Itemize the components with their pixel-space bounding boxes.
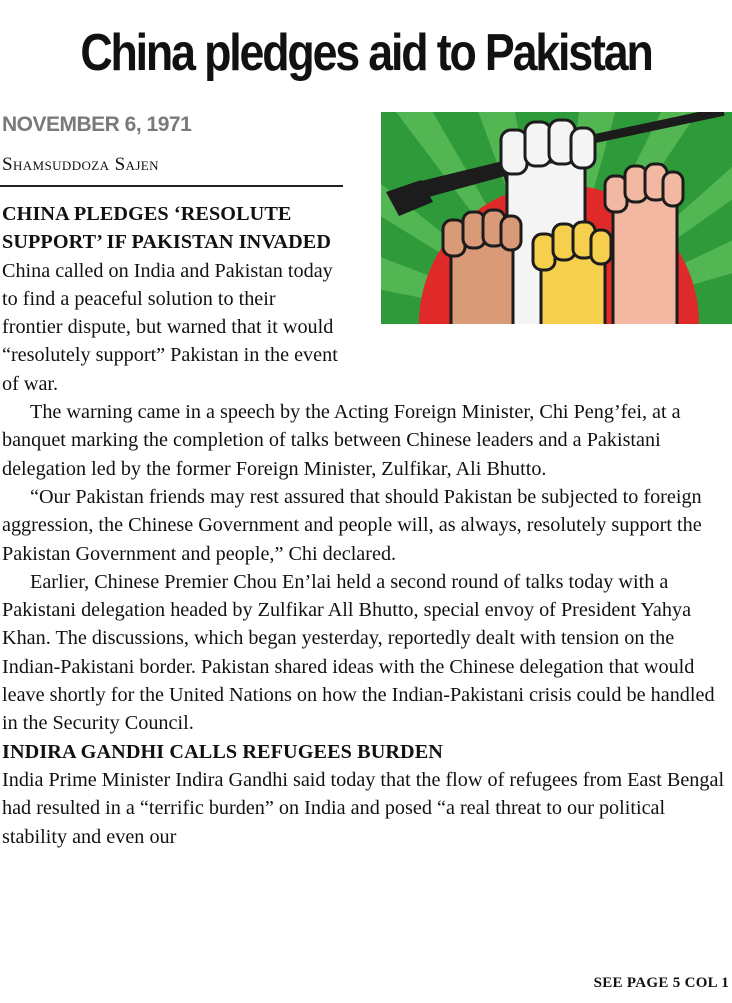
article-body — [2, 200, 730, 851]
section-heading-india: INDIRA GANDHI CALLS REFUGEES BURDEN — [2, 740, 443, 763]
byline-divider — [0, 185, 343, 187]
paragraph-2: The warning came in a speech by the Acting Foreign Minister, Chi Peng’fei, at a banquet marking the completion of talks between Chinese leaders and a Pakistani delegation led by the former Foreign Minister, Zulfikar, Ali Bhutto. — [2, 401, 681, 480]
paragraph-1: China called on India and Pakistan today to find a peaceful solution to their frontier dispute, but warned that it would “resolutely support” Pakistan in the event of war. — [2, 259, 338, 395]
paragraph-3: “Our Pakistan friends may rest assured that should Pakistan be subjected to foreign aggression, the Chinese Government and people will, as always, resolutely support the Pakistan Government and people,” Chi declared. — [2, 485, 702, 565]
paragraph-5: India Prime Minister Indira Gandhi said today that the flow of refugees from East Bengal had resulted in a “terrific burden” on India and posed “a real threat to our political stability and even our — [2, 768, 725, 848]
headline: China pledges aid to Pakistan — [80, 24, 652, 82]
paragraph-4: Earlier, Chinese Premier Chou En’lai held a second round of talks today with a Pakistani delegation headed by Zulfikar All Bhutto, special envoy of President Yahya Khan. The discussions, which began yesterday, reportedly dealt with tension on the Indian-Pakistani border. Pakistan shared ideas with the Chinese delegation that would leave shortly for the United Nations on how the Indian-Pakistani crisis could be handled in the Security Council. — [2, 570, 715, 735]
section-heading-china: CHINA PLEDGES ‘RESOLUTE SUPPORT’ IF PAKISTAN INVADED — [2, 203, 332, 254]
continuation-note[interactable]: SEE PAGE 5 COL 1 — [593, 975, 729, 991]
image-wrap-spacer — [340, 200, 730, 376]
dateline: NOVEMBER 6, 1971 — [2, 113, 192, 136]
byline: Shamsuddoza Sajen — [2, 154, 159, 175]
